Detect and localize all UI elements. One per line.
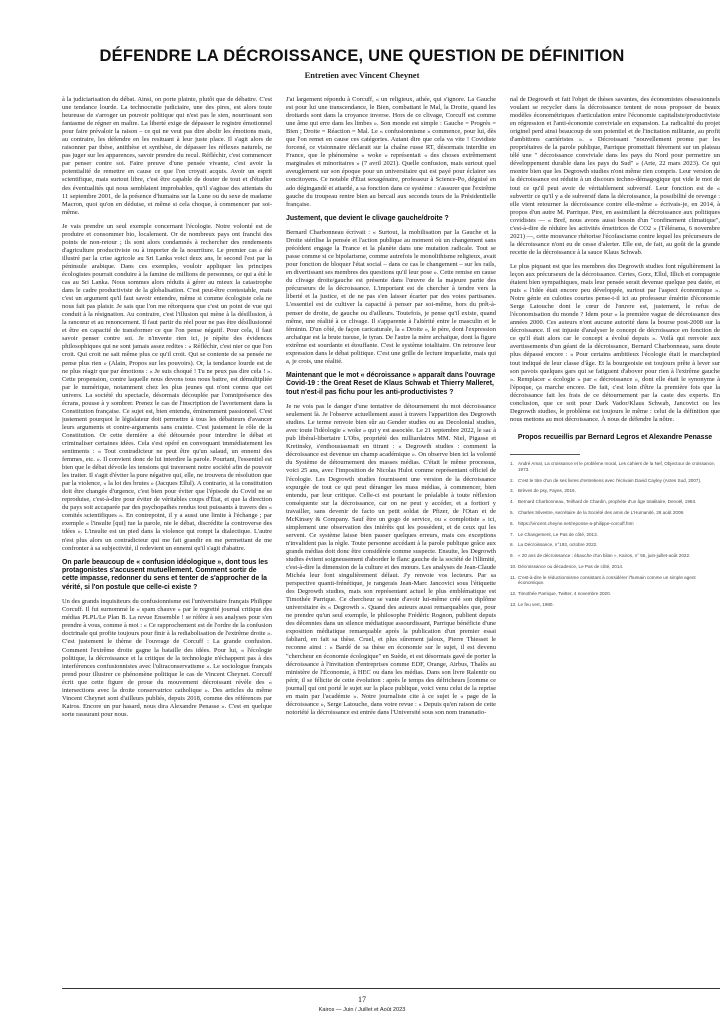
footnote	[510, 461, 720, 473]
publication-footer: Kairos — Juin / Juillet et Août 2023	[318, 1007, 406, 1013]
footnote-text: Le feu vert, 1980.	[518, 602, 554, 608]
footnote	[510, 591, 720, 597]
article-subtitle: Entretien avec Vincent Cheynet	[304, 70, 420, 80]
footnote-number: 5.	[510, 509, 514, 515]
footnote-number: 2.	[510, 477, 514, 483]
footnote	[510, 532, 720, 538]
footnote-number: 10.	[510, 563, 517, 569]
footnote	[510, 488, 720, 494]
body-paragraph: Bernard Charbonneau écrivait : « Surtout, la mobilisation par la Gauche et la Droite stérilise la pensée et l'action publique au moment où un changement sans précédent engage la France et la planète dans une mutation radicale. Tout se passe comme si ce bipolarisme, comme autrefois le monolithisme religieux, avait pour fonction de bloquer l'état social – dans ce cas le changement – sur les rails, en divertissant ses membres des questions qu'il leur pose ». Cette remise en cause du clivage droite/gauche est présente dans l'œuvre de la majeure partie des précurseurs de la décroissance. L'important est de chercher à tendre vers la liberté et la justice, et de ne pas s'en laisser écarter par des voies partisanes. L'essentiel est de cultiver la capacité à penser par soi-même, hors du prêt-à-penser de droite, de gauche ou d'ailleurs. Toutefois, je pense qu'il existe, quand même, une réalité à ce clivage. Il s'apparente à l'altérité entre le masculin et le féminin. D'un côté, de façon caricaturale, la « Droite », le père, dont l'expression archaïque est la brute tueuse, le tyran. De l'autre la mère archaïque, dont la figure extrême est sourdante et étouffante. C'est le système totalitaire. On retrouve leur expression dans le débat politique. C'est une grille de lecture imparfaite, mais qui a, je crois, une réalité.	[286, 229, 496, 365]
footnote-number: 11.	[510, 574, 517, 580]
footnote-text: https://vincent.cheyne.net/reponse-a-philippe-corcuff.htm	[518, 520, 634, 526]
footnote-number: 6.	[510, 520, 514, 526]
article-title: DÉFENDRE LA DÉCROISSANCE, UNE QUESTION DE DÉFINITION	[99, 47, 625, 65]
interview-question: Justement, que devient le clivage gauche/droite ?	[286, 214, 449, 222]
footnote	[510, 564, 720, 570]
footnote	[510, 602, 720, 608]
interview-question: Maintenant que le mot « décroissance » apparaît dans l'ouvrage Covid-19 : the Great Reset de Klaus Schwab et Thierry Malleret, tout n'est-il pas fichu pour les anti-productivistes ?	[286, 371, 496, 396]
column-2	[286, 96, 496, 996]
footnote-number: 8.	[510, 542, 514, 548]
footnote-text: La Décroissance, n°193, octobre 2022.	[518, 542, 598, 548]
column-3	[510, 96, 720, 996]
footnote-text: C'est le titre d'un de ses livres d'entretiens avec l'écrivain David Cayley (Actes Sud, 2007).	[518, 477, 702, 483]
footnote-text: Timothée Parrique, Twitter, 4 novembre 2020.	[518, 591, 611, 597]
footnote	[510, 575, 720, 587]
footnote-text: Bernard Charbonneau, Teilhard de Chardin, prophète d'un âge totalitaire, Denoël, 1963.	[518, 499, 697, 505]
body-paragraph: Je vais prendre un seul exemple concernant l'écologie. Notre volonté est de produire et consommer bio, localement. Or de nombreux pays ont franchi des points de non-retour ; ils sont alors condamnés à rechercher des rendements d'agriculture productiviste ou à importer de la nourriture. Le premier cas a été illustré par la crise agricole au Sri Lanka voici deux ans, le second l'est par la péninsule arabique. Dans ces exemples, vouloir appliquer les principes écologistes pourrait conduire à la famine de millions de personnes, ce qui a été le cas au Sri Lanka. Nous sommes alors réduits à gérer au mieux la catastrophe dans le cadre productiviste de la globalisation. C'est peut-être contestable, mais c'est un argument qu'il faut savoir entendre, même si comme écologiste cela ne nous fait pas plaisir. Je sais que l'on me rétorquera que c'est un point de vue qui conduit à la résignation. Au contraire, c'est l'illusion qui mène à la désillusion, à la rancœur et au renoncement. Il faut partir du réel pour ne pas être désillusionné et être en capacité de transformer ce que l'on pense négatif. Pour cela, il faut savoir penser contre soi. Je n'invente rien ici, je répète des évidences philosophiques qui ne sont jamais assez redites : « Réfléchir, c'est nier ce que l'on croit. Qui croit ne sait même plus ce qu'il croit. Qui se contente de sa pensée ne pense plus rien » (Alain, Propos sur les pouvoirs). Or, la tendance lourde est de ne plus réagir que par émotions : « Je suis choqué ! Tu ne peux pas dire cela ! ». Cette propension, contre laquelle nous devons tous nous battre, est démultipliée par le numérique, notamment chez les plus jeunes qui n'ont connu que cet univers. La société du spectacle, désormais découplée par l'omniprésence des écrans, pousse à y sombrer. Prenez le cas de l'inscription de l'avortement dans la Constitution française. Ce sujet est, bien entendu, éminemment passionnel. C'est justement pourquoi le législateur doit permettre à tous les débatteurs d'avancer leurs arguments et contre-arguments sans crainte. C'est justement le rôle de la Constitution. Or cette dernière a été détournée pour interdire le débat et criminaliser certaines idées. Cela s'est opéré en convoquant immédiatement les sentiments : « Tout contradicteur ne peut être qu'un salaud, un ennemi des femmes, etc. ». Il convient donc de lui interdire la parole. Pourtant, l'essentiel est bien que le débat dévoile les tensions qui traversent notre société afin de pouvoir les traiter. Il s'agit d'éviter la pure négative qui, elle, ne trouvera de résolution que par la violence, « la loi des brutes » (Jacques Ellul). A contrario, si la constitution doit être changée d'urgence, c'est bien pour éviter que l'épisode du Covid ne se reproduise, c'est-à-dire pour éviter de véritables coups d'État, et que la direction du pays soit accaparée par des psychopathes rendus tout puissants à travers des « comités scientifiques ». En contrepoint, il y a aussi une limite à l'échange ; par exemple « l'insulte [qui] tue la parole, nie le débat, discrédite la controverse des idées ». L'insulte est un pied dans la violence qui rompt la dialectique. L'autre n'est plus alors un contradicteur qui me fait grandir en me permettant de me confronter à sa subjectivité, il redevient un ennemi qu'il s'agit d'abattre.	[62, 222, 272, 552]
column-1	[62, 96, 272, 996]
body-paragraph: Je ne vois pas le danger d'une tentative de détournement du mot décroissance seulement là. Je l'observe actuellement aussi à travers l'apparition des Degrowth studies. Le terme renvoie bien sûr au Gender studies ou au Decolonial studies, avec toute l'idéologie « woke » qui y est associée. Le 21 septembre 2022, le sac à pub libéral-libertaire L'Obs, propriété des milliardaires MM. Niel, Pigasse et Kretinsky, s'enthousiasmait en titrant : « Degrowth studies : comment la décroissance est devenue un champ académique ». On observe bien ici la volonté du Système de détournement des masses médias. C'était le même processus, voici 25 ans, avec l'imposition de Nicolas Hulot comme représentant officiel de l'écologie. Les Degrowth studies fournissent une version de la décroissance expurgée de tout ce qui peut déranger les mass médias, à commencer, bien entendu, par leur critique. Celle-ci est pourtant le préalable à toute réflexion conséquente sur la décroissance, car on ne peut y accéder, et a fortiori y travailler, sans devenir de facto un petit soldat de Pfizer, de l'Otan et de McKinsey & Company. Sauf être un gogo de service, ou « complotiste » ici, simplement une observation des intérêts qui les possèdent, et de ceux qui les servent. Ce système laisse bien passer quelques erreurs, mais ces exceptions n'invalident pas la règle. Toute personne accédant à la parole publique grâce aux grands médias doit donc être considérée comme suspecte. Ensuite, les Degrowth studies évitent soigneusement d'aborder le flanc gauche de la société de l'illimité, c'est-à-dire la dimension de la culture et des mœurs. Les analyses de Jean-Claude Michéa leur font singulièrement défaut. J'y renvoie vos lecteurs. Par sa perspective quanti-frénétique, je rangerais Jean-Marc Jancovici sous l'étiquette des Degrowth studies, mais son représentant actuel le plus emblématique est Timothée Parrique. Ce chercheur se vante d'avoir lui-même créé son diplôme universitaire ès « Degrowth ». Quand des auteurs aussi remarquables que, pour ne prendre qu'un seul exemple, le philosophe Frédéric Rognon, publient depuis des décennies dans un silence médiatique assourdissant, Parrique bénéficie d'une exposition médiatique remarquable après la publication d'un premier essai fabliard, en fait sa thèse. Cruel, et plus sûrement jaloux, Pierre Thiesset le reconne ainsi : « Bardé de sa thèse en économie sur le sujet, il est devenu "chercheur en économie écologique" en Suède, et est désormais gavé de porter la décroissance à l'invitation d'entreprises comme EDF, Orange, Airbus, Thalès au ministère de l'Économie, à HEC ou dans les médias. Dans son livre Ralentir ou périr, il se félicite de cette évolution : après le temps des défricheurs [comme ce journal] qui ont porté le sujet sur la place publique, voici venu celui de la reprise en main par l'académie ». Notre journaliste cite à ce sujet le « page de la décroissance », Serge Latouche, dans votre revue : « Depuis qu'en raison de cette notoriété la décroissance est entrée dans l'Université sous son nom transnatio-	[286, 403, 496, 716]
footnote-text: Le Changement, Le Pas de côté, 2013.	[518, 531, 598, 537]
footnote-number: 7.	[510, 531, 514, 537]
body-paragraph: Un des grands inquisiteurs du confusionnisme est l'universitaire français Philippe Corcuff. Il fut surnommé le « spam chauve » par le regretté journal critique des médias PLPL/Le Plan B. La revue Ensemble ! se réfère à ses analyses pour s'en prendre à vous, comme à moi : « Ce rapprochement est de l'ordre de la confusion doctrinale qui profite toujours pour finir à la rediabolisation de l'extrême droite ». C'est justement le thème de l'ouvrage de Corcuff : La grande confusion. Comment l'extrême droite gagne la bataille des idées. Pour lui, « l'écologie politique, la décroissance et la critique de la technologie n'échappent pas à des interférences confusionnistes avec l'ultraconservatisme ». Le sociologue français prend pour illustrer ce phénomène politique le cas de Vincent Cheynet. Corcuff écrit que cette figure de proue du mouvement décroissant révèle des « intersections avec la droite conservatrice catholique ». Des articles du même Vincent Cheynet sont d'ailleurs publiés, depuis 2018, comme des références par Kairos. Encore un pur hasard, nous dira Alexandre Penasse ». C'est en quelque sorte rassurant pour nous.	[62, 598, 272, 718]
footnote	[510, 478, 720, 484]
footnote-number: 13.	[510, 602, 517, 608]
interview-signature: Propos recueillis par Bernard Legros et Alexandre Penasse	[517, 433, 713, 441]
footnote-text: André Amar, La croissance et le problème moral, Les cahiers de la Nef, Objectour de croissance, 1973.	[518, 460, 716, 472]
footnote	[510, 499, 720, 505]
footnote-text: Charles Silvestre, secrétaire de la Société des amis de L'Humanité, 28 août 2009.	[518, 509, 685, 515]
footnote-number: 3.	[510, 488, 514, 494]
body-paragraph: à la judiciarisation du débat. Ainsi, on porte plainte, plutôt que de débattre. C'est une tendance lourde. La technocratie judiciaire, une des pires, est alors toute heureuse de s'arroger un pouvoir politique qui n'est pas le sien, nourrissant son fantasme de régner en maître. La liberté exige de dépasser le registre émotionnel pour faire prévaloir la raison – ce qui ne veut pas dire abolir les émotions mais, au contraire, les défendre en les resituant à leur juste place. Il s'agit alors de raisonner par thèse, antithèse et synthèse, de dépasser les réflexes naturels, ne pas juger sur les apparences, savoir prendre du recul. Réfléchir, c'est commencer par penser contre soi. Faire preuve d'une pensée vivante, c'est avoir la potentialité de remettre en cause ce que l'on croyait acquis. Avoir un esprit scientifique, mais surtout libre, c'est être capable de douter de tout et d'étudier des éventualités qui nous semblaient improbables, qu'il s'agisse des attentats du 11 septembre 2001, de la présence d'humains sur la Lune ou du sexe de madame Macron, quoi qu'on en déduise, et même si cela choque, à commencer par soi-même.	[62, 96, 272, 216]
notes-divider	[510, 454, 580, 455]
page-number: 17	[358, 995, 366, 1004]
interview-question: On parle beaucoup de « confusion idéologique », dont tous les protagonistes s'accusent mutuellement. Comment sortir de cette impasse, redonner du sens et tenter de s'approcher de la vérité, si l'on postule que celle-ci existe ?	[62, 558, 268, 591]
footnote-text: C'est-à-dire le réductionnisme consistant à considérer l'humain comme un simple agent économique.	[518, 574, 696, 586]
footnote	[510, 510, 720, 516]
footnote-number: 9.	[510, 553, 514, 559]
footnote-text: Brèves de psy, Fayes, 2016.	[518, 488, 576, 494]
footnote-number: 1.	[510, 460, 514, 466]
footnote-number: 4.	[510, 499, 514, 505]
footnotes-list	[510, 461, 720, 608]
footnote-text: Décroissance ou décadence, Le Pas de côté, 2014.	[518, 563, 624, 569]
column-3-body	[510, 96, 720, 424]
footnote-number: 12.	[510, 591, 517, 597]
body-paragraph: J'ai largement répondu à Corcuff, « un religieux, athée, qui s'ignore. La Gauche est pour lui une transcendance, le Bien, combattant le Mal, la Droite, quand les droitards sont dans la croyance inverse. Hors de ce clivage, Corcuff est comme une âme qui erre dans les limbes ». Son monde est simple : Gauche = Progrès = Bien ; Droite = Réaction = Mal. Le « confusionnisme » commence, pour lui, dès que l'on remet en cause ces catégories. Autant dire que cela va vite ! Covidiste forcené, ce visionnaire déclarait sur la chaîne russe RT, désormais interdite en France, que le phénomène « woke » représentait « des choses extrêmement marginales et minoritaires » (7 avril 2021). Quelle confusion, mais surtout quel aveuglement sur son époque pour un universitaire qui est payé pour éclairer ses concitoyens. Ce notable d'État sexagénaire, professeur à Science-Po, déguisé en ado dégingandé et attardé, a sa fonction dans ce système : s'assurer que l'extrême gauche du troupeau rentre bien au bercail aux seconds tours de la Présidentielle française.	[286, 96, 496, 208]
footnote	[510, 553, 720, 559]
footnote	[510, 521, 720, 527]
footnote-text: « 20 ans de décroissance : ébauche d'un bilan », Kairos, n° 55, juin-juillet-août 2022.	[518, 553, 691, 559]
body-paragraph: Le plus piquant est que les membres des Degrowth studies font régulièrement la leçon aux précurseurs de la décroissance. Certes, Gorz, Ellul, Illich et compagnie étaient bien sympathiques, mais leur pensée serait devenue quelque peu datée, et puis « l'idée était encore peu développée, surtout par l'aspect économique ». Notre génie en culottes courtes pense-t-il ici au professeur émérite d'économie Serge Latouche dont le cœur de l'œuvre est, justement, le refus de l'économisation du monde ? Idem pour « la première vague de décroissance des années 2000. Ces auteurs n'ont aucune autorité dans la bourse post-2008 sur la décroissance. Il est injuste d'analyser le concept de décroissance en fonction de ce qu'il était alors car le concept a évolué depuis ». Voilà qui renvoie aux avertissements d'un géant de la décroissance, Bernard Charbonneau, sans doute plus dépassé encore : « Pour certains ambitieux l'écologie était le marchepied tout indiqué de leur classe d'âge. Et la bourgeoisie est toujours prête à lever sur son pavois quelques gars qui se fatiguent d'abover pour rien à l'extrême gauche ». Remplacer « écologie » par « décroissance », dont elle était le synonyme à l'époque, ça marche encore. De fait, c'est loin d'être la première fois que la décroissance fait les frais de ce détournement par la caste des experts. En conclusion, que ce soit pour Dark Vador/Klaus Schwab, Jancovici ou les Degrowth studies, le problème est toujours le même : celui de la définition que nous mettons au mot décroissance. À nous de défendre la nôtre.	[510, 262, 720, 423]
footer-divider	[62, 988, 720, 989]
body-paragraph: nal de Degrowth et fait l'objet de thèses savantes, des économistes obsessionnels voulant se recycler dans la décroissance tentent de nous proposer de beaux modèles économétriques d'articulation entre l'économie capitaliste/productiviste en régression et l'anti-économie conviviale en expansion. La radicalité du projet originel perd ainsi beaucoup de son potentiel et de l'incitation militante, au profit d'ambitions carriéristes ». « Décroissant "nouvellement promu par les propriétaires de la parole publique, Parrique promettait fièrement sur un plateau télé une " décroissance conviviale dans les pays du Nord pour permettre un développement durable dans les pays du Sud" » (Arte, 22 mars 2023). Ce qui montre bien que les Degrowth studies n'ont même rien compris. Leur version de la décroissance est réduite à un discours techno-démagogique qui vide le mot de tout ce qu'il peut avoir de véritablement subversif. Leur fonction est de « subvertir ce qu'il y a de subversif dans la décroissance, la possibilité de revenge : elle vient retourner la décroissance contre elle-même » écrivais-je, en 2014, à propos d'un autre M. Parrique. Pire, en assimilant la décroissance aux politiques covidistes — « Bref, nous avons aussi besoin d'un "confinement climatique", c'est-à-dire de réduire les activités émettrices de CO2 » (Télérama, 6 novembre 2021) —, cette mouvance rhétorise l'écofascisme contre lequel les précurseurs de la décroissance n'ont eu de cesse d'alerter. Elle est, de fait, au goût de la grande recette de la décroissance à la sauce Klaus Schwab.	[510, 96, 720, 256]
footnote	[510, 542, 720, 548]
